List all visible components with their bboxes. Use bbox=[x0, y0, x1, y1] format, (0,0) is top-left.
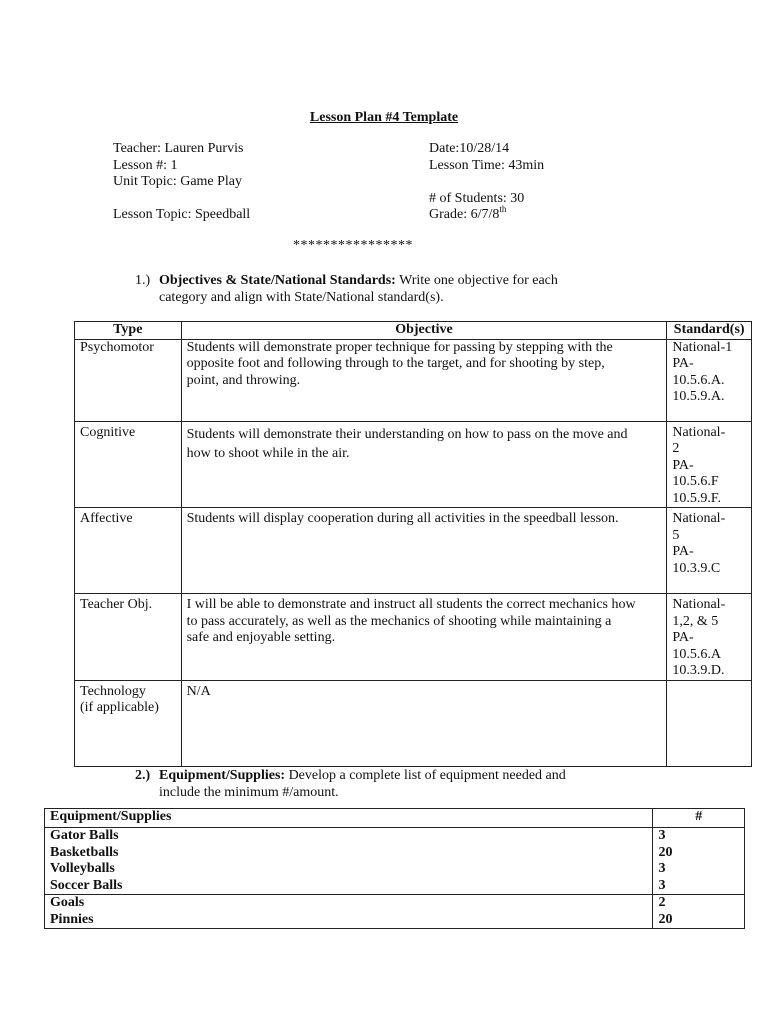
standard-line: 10.5.9.A. bbox=[672, 389, 725, 404]
standards-cell bbox=[667, 421, 752, 508]
objectives-table bbox=[74, 321, 752, 767]
standard-line: 10.5.6.F bbox=[672, 474, 719, 489]
lesson-time-line: Lesson Time: 43min bbox=[429, 158, 545, 173]
list-item: Volleyballs bbox=[50, 861, 115, 876]
equipment-counts-cell bbox=[653, 895, 745, 929]
table-row bbox=[45, 828, 745, 895]
standard-line: PA- bbox=[672, 457, 694, 473]
type-technology: Technology bbox=[80, 683, 146, 699]
objective-line: to pass accurately, as well as the mechanics of shooting while maintaining a bbox=[186, 613, 612, 629]
objective-cell bbox=[181, 339, 667, 421]
type-cell bbox=[75, 339, 182, 421]
list-item: Basketballs bbox=[50, 844, 119, 860]
standards-cell bbox=[667, 680, 752, 766]
count-value: 20 bbox=[658, 844, 673, 860]
objective-cell bbox=[181, 594, 667, 681]
count-value: 3 bbox=[658, 877, 666, 893]
grade-text: Grade: 6/7/8 bbox=[429, 207, 500, 222]
count-value: 2 bbox=[658, 895, 666, 910]
count-value: 3 bbox=[658, 861, 666, 876]
header-count: # bbox=[653, 809, 745, 828]
table-row bbox=[75, 421, 752, 508]
teacher-line: Teacher: Lauren Purvis bbox=[113, 141, 244, 156]
lesson-topic-line: Lesson Topic: Speedball bbox=[113, 207, 251, 222]
objective-cell bbox=[181, 508, 667, 594]
objective-cell bbox=[181, 421, 667, 508]
section2-text-line2: include the minimum #/amount. bbox=[159, 785, 339, 800]
standard-line: National- bbox=[672, 424, 726, 440]
list-item: Pinnies bbox=[50, 911, 94, 927]
objective-line: N/A bbox=[186, 683, 211, 699]
equipment-counts-cell bbox=[653, 828, 745, 895]
list-item: Gator Balls bbox=[50, 828, 119, 843]
standards-cell bbox=[667, 594, 752, 681]
header-objective: Objective bbox=[181, 322, 667, 340]
type-technology-note: (if applicable) bbox=[80, 700, 159, 715]
date-line: Date:10/28/14 bbox=[429, 141, 510, 156]
standard-line: 10.3.9.D. bbox=[672, 663, 725, 678]
table-row bbox=[45, 895, 745, 929]
objective-line: safe and enjoyable setting. bbox=[186, 630, 336, 645]
table-row bbox=[75, 339, 752, 421]
header-standards: Standard(s) bbox=[667, 322, 752, 340]
section2-heading: Equipment/Supplies: bbox=[159, 768, 286, 783]
header-type: Type bbox=[75, 322, 182, 340]
type-cell bbox=[75, 508, 182, 594]
objective-line: opposite foot and following through to the target, and for shooting by step, bbox=[186, 356, 605, 371]
standards-cell bbox=[667, 508, 752, 594]
objective-line: how to shoot while in the air. bbox=[186, 445, 350, 461]
standard-line: 1,2, & 5 bbox=[672, 613, 719, 629]
standard-line: National-1 bbox=[672, 339, 733, 355]
objective-cell bbox=[181, 680, 667, 766]
lesson-number-line: Lesson #: 1 bbox=[113, 158, 178, 173]
separator-stars: **************** bbox=[293, 238, 413, 253]
standard-line: National- bbox=[672, 511, 726, 526]
objective-line: Students will demonstrate their understanding on how to pass on the move and bbox=[186, 426, 628, 442]
standard-line: 10.5.6.A bbox=[672, 646, 721, 662]
list-item: Soccer Balls bbox=[50, 877, 123, 893]
objectives-header-row bbox=[75, 322, 752, 340]
standard-line: 10.5.6.A. bbox=[672, 372, 725, 388]
section2-line1 bbox=[159, 768, 566, 785]
standard-line: PA- bbox=[672, 356, 694, 371]
list-item: Goals bbox=[50, 895, 85, 910]
section1-heading: Objectives & State/National Standards: bbox=[159, 273, 396, 288]
type-cell bbox=[75, 421, 182, 508]
table-row bbox=[75, 594, 752, 681]
type-cell bbox=[75, 594, 182, 681]
standard-line: 2 bbox=[672, 441, 680, 456]
section2-text-line1: Develop a complete list of equipment needed and bbox=[285, 768, 566, 783]
table-row bbox=[75, 508, 752, 594]
equipment-table bbox=[44, 808, 745, 929]
standard-line: National- bbox=[672, 597, 726, 612]
type-cell bbox=[75, 680, 182, 766]
header-equipment: Equipment/Supplies bbox=[45, 809, 653, 828]
standards-cell bbox=[667, 339, 752, 421]
section2-number: 2.) bbox=[135, 768, 151, 783]
table-row bbox=[75, 680, 752, 766]
type-psychomotor: Psychomotor bbox=[80, 339, 154, 355]
count-value: 3 bbox=[658, 828, 666, 843]
type-affective: Affective bbox=[80, 511, 133, 526]
students-line: # of Students: 30 bbox=[429, 191, 525, 206]
count-value: 20 bbox=[658, 911, 673, 927]
standard-line: 10.5.9.F. bbox=[672, 490, 722, 506]
page-title: Lesson Plan #4 Template bbox=[309, 110, 459, 125]
equipment-header-row bbox=[45, 809, 745, 828]
section1-number: 1.) bbox=[135, 273, 151, 288]
type-teacher-obj: Teacher Obj. bbox=[80, 597, 153, 612]
type-cognitive: Cognitive bbox=[80, 424, 136, 440]
equipment-items-cell bbox=[45, 828, 653, 895]
unit-topic-line: Unit Topic: Game Play bbox=[113, 174, 243, 189]
objective-line: Students will display cooperation during all activities in the speedball lesson. bbox=[186, 511, 619, 526]
standard-line: 10.3.9.C bbox=[672, 560, 721, 576]
section1-text-line2: category and align with State/National standard(s). bbox=[159, 290, 444, 305]
objective-line: I will be able to demonstrate and instruct all students the correct mechanics how bbox=[186, 597, 636, 612]
standard-line: PA- bbox=[672, 544, 694, 559]
grade-superscript: th bbox=[499, 204, 507, 214]
equipment-items-cell bbox=[45, 895, 653, 929]
standard-line: PA- bbox=[672, 630, 694, 645]
objective-line: Students will demonstrate proper technique for passing by stepping with the bbox=[186, 339, 613, 355]
section1-text-line1: Write one objective for each bbox=[395, 273, 558, 288]
grade-line bbox=[429, 204, 507, 224]
objective-line: point, and throwing. bbox=[186, 372, 301, 388]
standard-line: 5 bbox=[672, 527, 680, 543]
section1-line1 bbox=[159, 273, 558, 290]
